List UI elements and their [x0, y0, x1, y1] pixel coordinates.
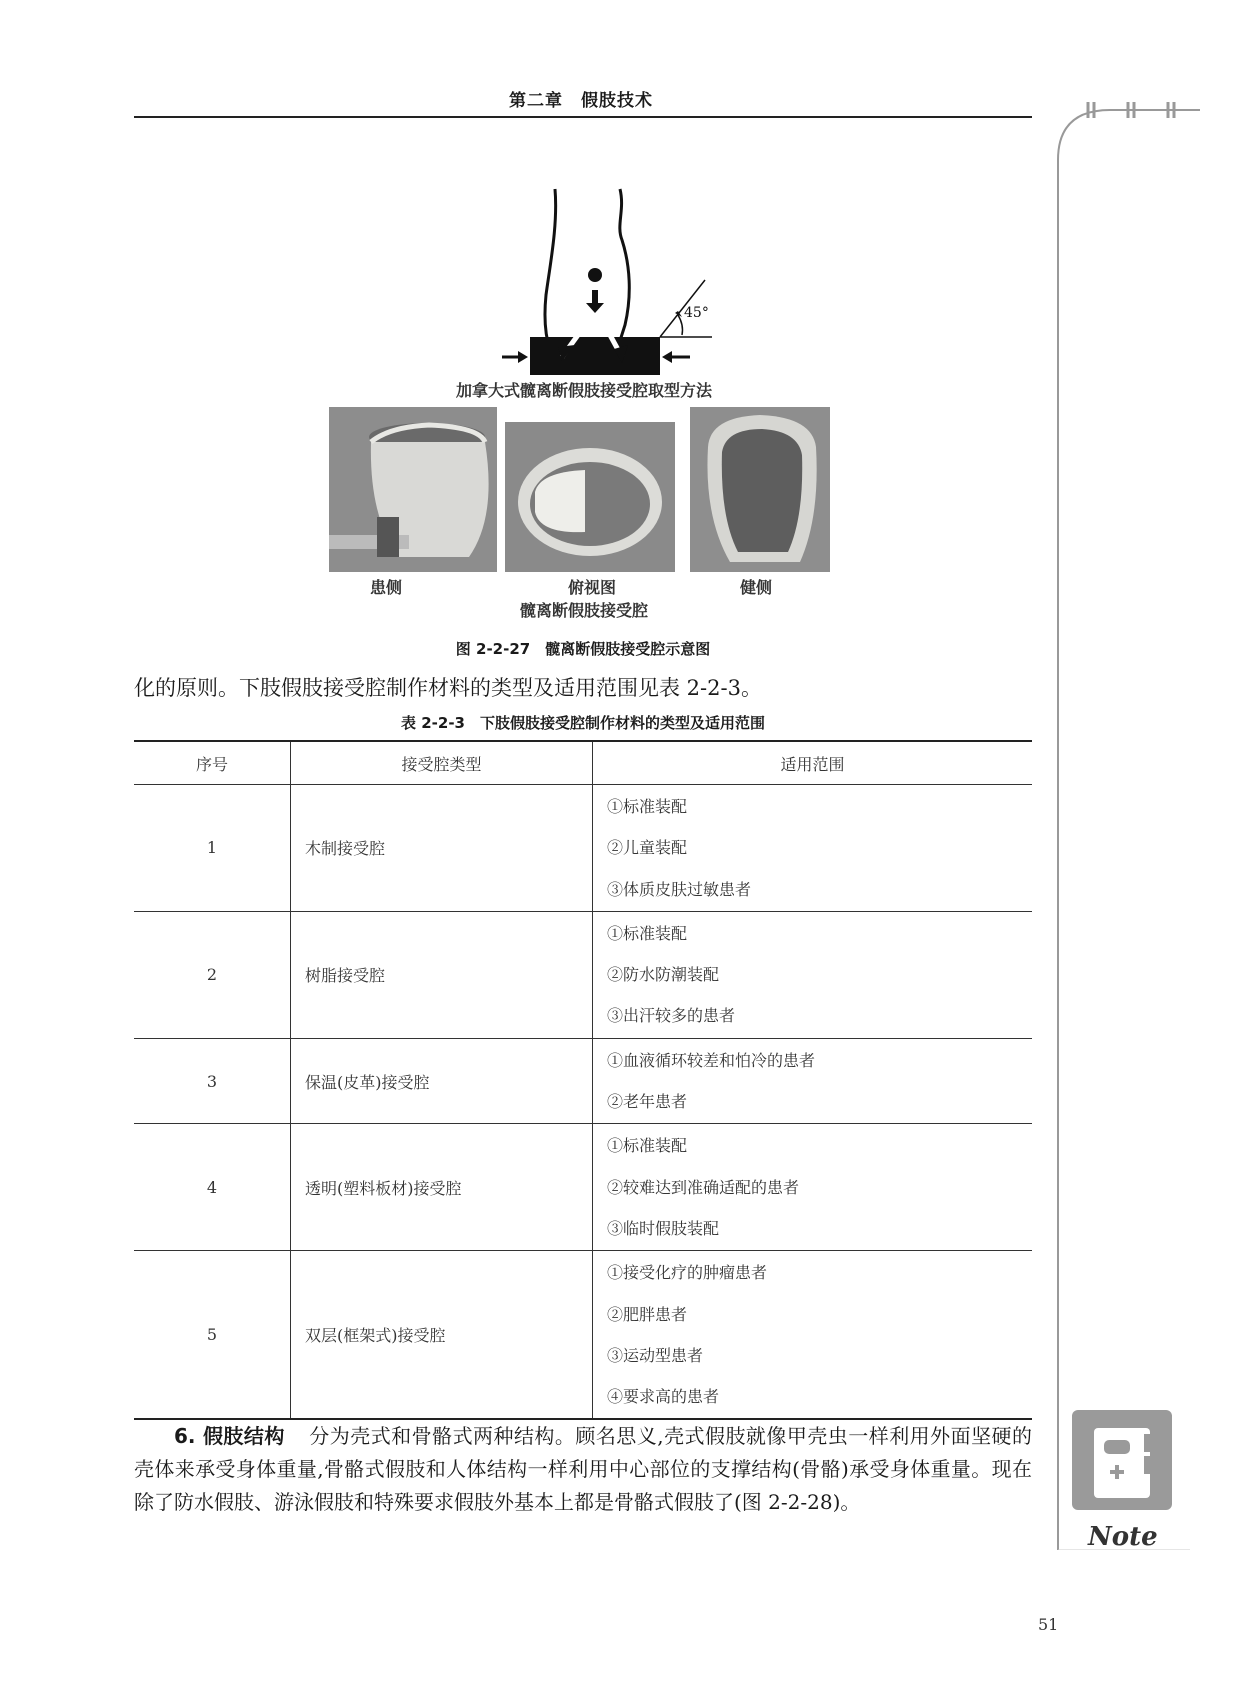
photo-healthy-side: [690, 407, 830, 572]
table-header-row: [134, 741, 1032, 785]
row-scope: [593, 1124, 1033, 1251]
scope-item: ①标准装配: [607, 923, 688, 943]
row-type: 保温(皮革)接受腔: [291, 1038, 593, 1124]
table-row: [134, 1251, 1032, 1420]
row-scope: [593, 1038, 1033, 1124]
scope-item: ①标准装配: [607, 1136, 688, 1156]
header-scope: 适用范围: [593, 741, 1033, 785]
scope-item: ④要求高的患者: [607, 1387, 720, 1407]
scope-item: ②老年患者: [607, 1092, 688, 1112]
diagram-caption: 加拿大式髋离断假肢接受腔取型方法: [455, 381, 712, 400]
table-row: [134, 911, 1032, 1038]
row-type: 树脂接受腔: [291, 911, 593, 1038]
row-scope: [593, 911, 1033, 1038]
row-scope: [593, 1251, 1033, 1420]
row-scope: [593, 785, 1033, 912]
page-number: 51: [1038, 1615, 1059, 1634]
table-caption: 表 2-2-3 下肢假肢接受腔制作材料的类型及适用范围: [401, 714, 765, 732]
scope-item: ①血液循环较差和怕冷的患者: [607, 1050, 816, 1070]
chapter-header: 第二章 假肢技术: [509, 91, 653, 111]
scope-item: ②肥胖患者: [607, 1304, 688, 1324]
paragraph-body: 分为壳式和骨骼式两种结构。顾名思义,壳式假肢就像甲壳虫一样利用外面坚硬的壳体来承受身体重量,骨骼式假肢和人体结构一样利用中心部位的支撑结构(骨骼)承受身体重量。现在除了防水假肢、游泳假肢和特殊要求假肢外基本上都是骨骼式假肢了(图 2-2-28)。: [134, 1424, 1033, 1514]
scope-item: ②较难达到准确适配的患者: [607, 1177, 800, 1197]
photo-label-affected: 患侧: [370, 578, 403, 597]
figure-caption: 图 2-2-27 髋离断假肢接受腔示意图: [455, 640, 711, 658]
casting-method-diagram: [500, 185, 720, 377]
photo-top-view: [505, 422, 675, 572]
table-row: [134, 1124, 1032, 1251]
row-type: 双层(框架式)接受腔: [291, 1251, 593, 1420]
row-type: 木制接受腔: [291, 785, 593, 912]
row-type: 透明(塑料板材)接受腔: [291, 1124, 593, 1251]
side-margin-decoration: [1050, 100, 1200, 1550]
table-row: [134, 1038, 1032, 1124]
photo-label-top-view: 俯视图: [568, 578, 617, 597]
row-no: 2: [134, 911, 291, 1038]
row-no: 3: [134, 1038, 291, 1124]
header-no: 序号: [134, 741, 291, 785]
table-row: [134, 785, 1032, 912]
scope-item: ②防水防潮装配: [607, 965, 720, 985]
photo-affected-side: [329, 407, 497, 572]
row-no: 5: [134, 1251, 291, 1420]
body-paragraph: [134, 1420, 1032, 1519]
socket-materials-table: [134, 740, 1032, 1420]
header-rule: [134, 116, 1032, 118]
row-no: 4: [134, 1124, 291, 1251]
header-type: 接受腔类型: [291, 741, 593, 785]
intro-text: 化的原则。下肢假肢接受腔制作材料的类型及适用范围见表 2-2-3。: [134, 676, 762, 700]
scope-item: ③出汗较多的患者: [607, 1006, 736, 1026]
medical-note-icon: [1072, 1410, 1172, 1510]
scope-item: ③体质皮肤过敏患者: [607, 879, 752, 899]
scope-item: ①接受化疗的肿瘤患者: [607, 1263, 768, 1283]
paragraph-lead: 6. 假肢结构: [174, 1424, 285, 1448]
photo-group-caption: 髋离断假肢接受腔: [519, 601, 648, 620]
scope-item: ②儿童装配: [607, 838, 688, 858]
photo-label-healthy: 健侧: [740, 578, 773, 597]
angle-label: 45°: [684, 305, 709, 321]
scope-item: ③临时假肢装配: [607, 1218, 720, 1238]
scope-item: ①标准装配: [607, 797, 688, 816]
scope-item: ③运动型患者: [607, 1345, 704, 1365]
note-label: Note: [1088, 1522, 1158, 1552]
row-no: 1: [134, 785, 291, 912]
